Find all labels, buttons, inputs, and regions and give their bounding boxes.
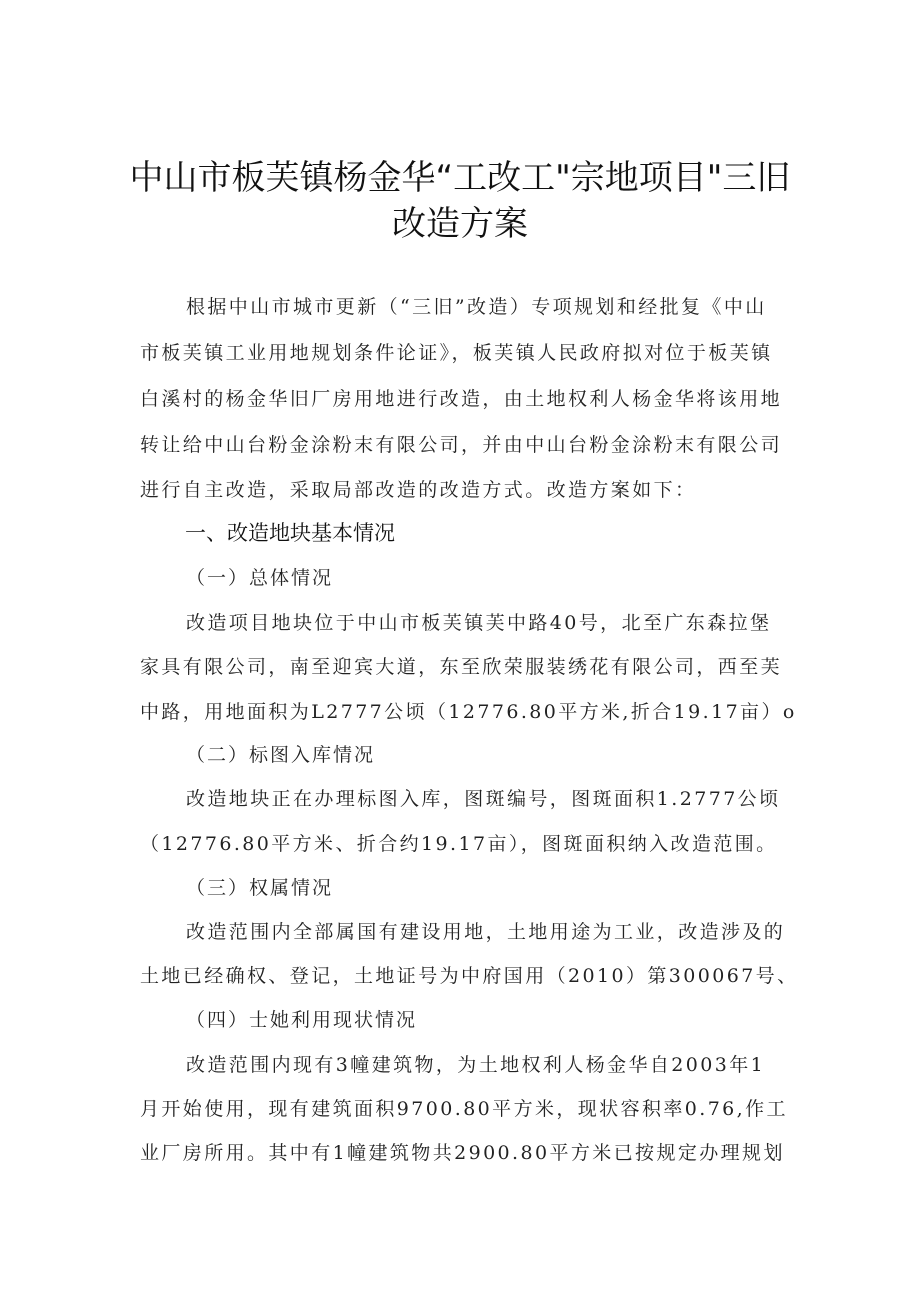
body-line: 改造地块正在办理标图入库，图斑编号，图斑面积1.2777公顷 — [186, 788, 781, 810]
subsection-heading: （三）权属情况 — [186, 877, 334, 899]
body-line: 改造项目地块位于中山市板芙镇芙中路40号，北至广东森拉堡 — [186, 612, 772, 634]
body-line: 月开始使用，现有建筑面积9700.80平方米，现状容积率0.76,作工 — [140, 1098, 788, 1120]
subsection-heading: （四）士她利用现状情况 — [186, 1009, 418, 1031]
document-title-line-1: 中山市板芙镇杨金华“工改工"宗地项目"三旧 — [129, 158, 791, 198]
intro-line: 进行自主改造，采取局部改造的改造方式。改造方案如下： — [140, 479, 697, 501]
section-heading: 一、改造地块基本情况 — [185, 521, 395, 545]
intro-line: 转让给中山台粉金涂粉末有限公司，并由中山台粉金涂粉末有限公司 — [140, 434, 783, 456]
intro-line: 白溪村的杨金华旧厂房用地进行改造，由土地权利人杨金华将该用地 — [140, 388, 783, 410]
intro-line: 市板芙镇工业用地规划条件论证》，板芙镇人民政府拟对位于板芙镇 — [140, 342, 773, 364]
body-line: （12776.80平方米、折合约19.17亩），图斑面积纳入改造范围。 — [140, 833, 778, 855]
body-line: 中路，用地面积为L2777公顷（12776.80平方米,折合19.17亩）o — [140, 701, 797, 723]
body-line: 改造范围内现有3幢建筑物，为土地权利人杨金华自2003年1 — [186, 1054, 766, 1076]
body-line: 家具有限公司，南至迎宾大道，东至欣荣服装绣花有限公司，西至芙 — [140, 656, 783, 678]
subsection-heading: （一）总体情况 — [186, 567, 334, 589]
body-line: 改造范围内全部属国有建设用地，土地用途为工业，改造涉及的 — [186, 921, 786, 943]
intro-line: 根据中山市城市更新（“三旧”改造）专项规划和经批复《中山 — [186, 296, 767, 318]
body-line: 业厂房所用。其中有1幢建筑物共2900.80平方米已按规定办理规划 — [140, 1142, 785, 1164]
document-title-line-2: 改造方案 — [392, 204, 528, 244]
subsection-heading: （二）标图入库情况 — [186, 744, 376, 766]
body-line: 土地已经确权、登记，土地证号为中府国用（2010）第300067号、 — [140, 965, 799, 987]
